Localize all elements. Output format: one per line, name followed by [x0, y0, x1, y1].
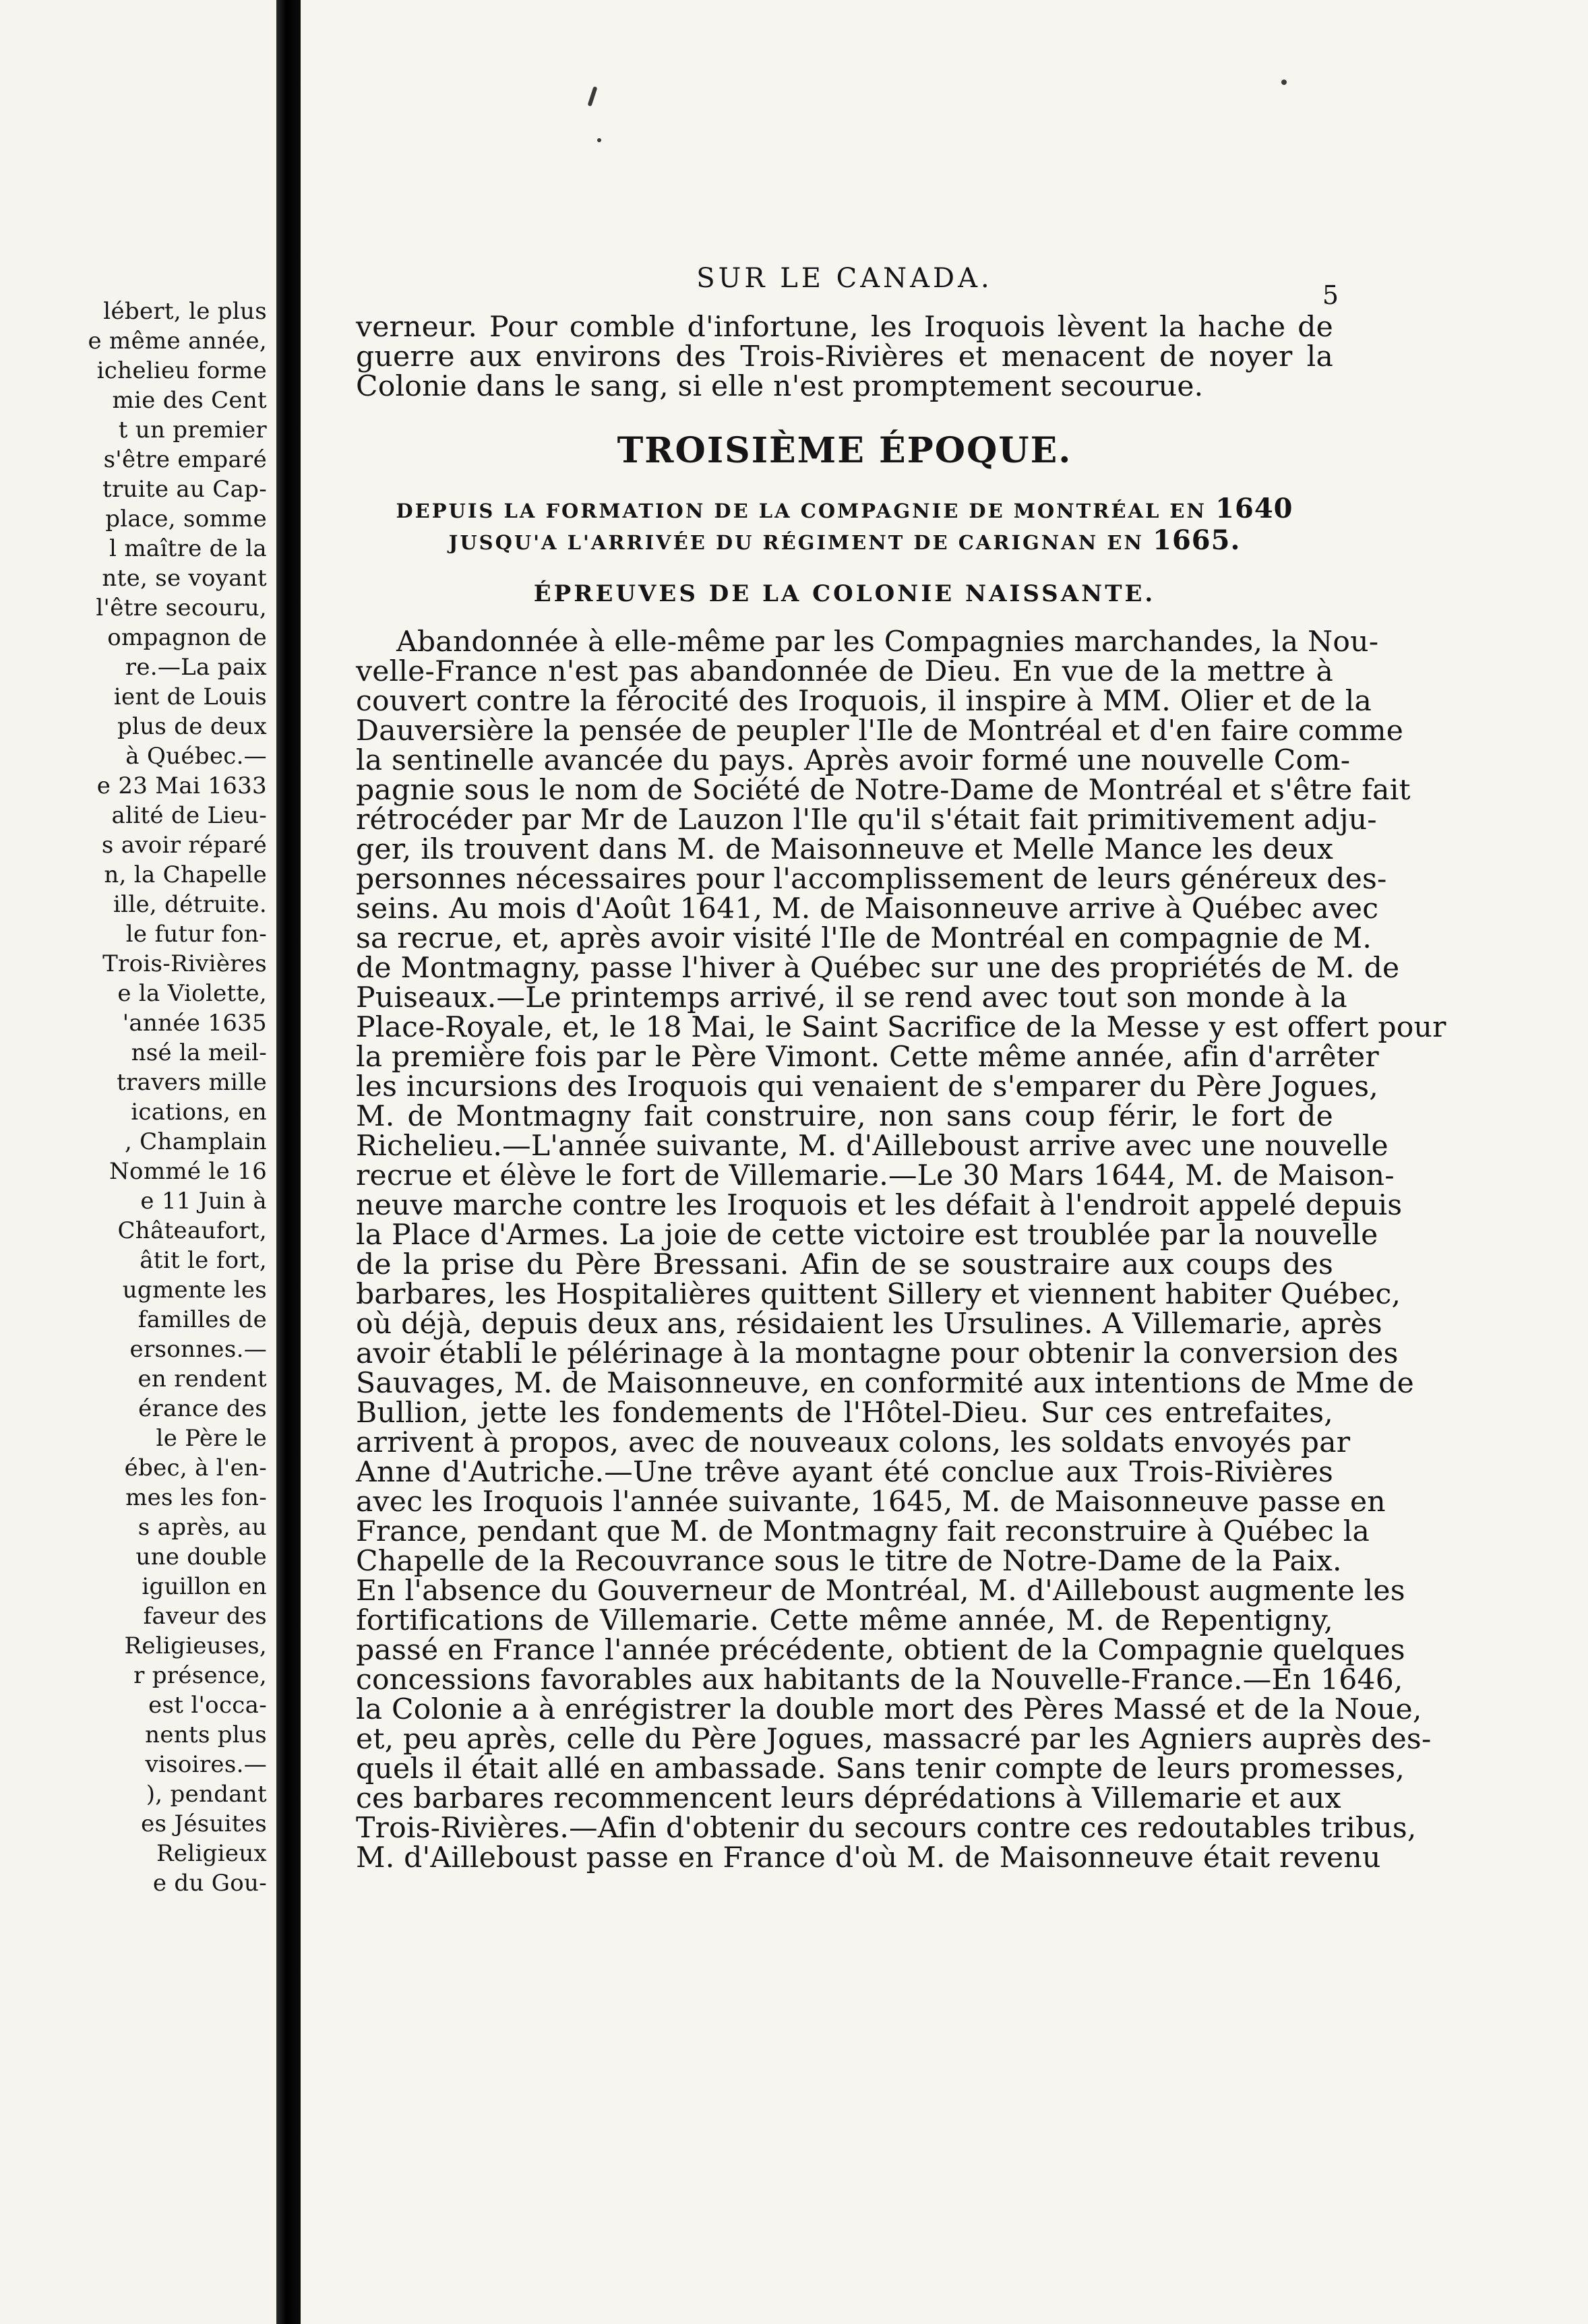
- left-page-line: e du Gou-: [152, 1870, 267, 1897]
- left-page-line: r présence,: [133, 1662, 267, 1689]
- section-title: TROISIÈME ÉPOQUE.: [617, 430, 1072, 471]
- left-page-line: place, somme: [105, 506, 267, 532]
- subtitle-line-2: [356, 526, 1333, 557]
- left-page-line: l maître de la: [109, 535, 267, 562]
- left-page-line: le futur fon-: [125, 921, 267, 948]
- book-gutter: [276, 0, 301, 2324]
- body-line: la première fois par le Père Vimont. Cette même année, afin d'arrêter: [356, 1041, 1379, 1074]
- running-header: [356, 263, 1339, 310]
- body-line: En l'absence du Gouverneur de Montréal, M. d'Ailleboust augmente les: [356, 1574, 1405, 1608]
- body-line: arrivent à propos, avec de nouveaux colons, les soldats envoyés par: [356, 1426, 1351, 1459]
- body-line: Sauvages, M. de Maisonneuve, en conformité aux intentions de Mme de: [356, 1367, 1414, 1400]
- left-page-line: alité de Lieu-: [111, 802, 267, 829]
- body-line: avec les Iroquois l'année suivante, 1645, M. de Maisonneuve passe en: [356, 1486, 1386, 1519]
- left-page-line: ébec, à l'en-: [124, 1455, 267, 1481]
- left-page-line: ille, détruite.: [113, 891, 267, 918]
- left-page-line: une double: [135, 1543, 267, 1570]
- left-page-line: e 23 Mai 1633: [96, 772, 267, 799]
- left-page-line: en rendent: [138, 1366, 267, 1393]
- left-page-line: érance des: [138, 1395, 267, 1422]
- left-page-line: travers mille: [117, 1069, 267, 1096]
- left-page-line: ), pendant: [146, 1781, 267, 1808]
- body-line: Richelieu.—L'année suivante, M. d'Ailleboust arrive avec une nouvelle: [356, 1130, 1388, 1163]
- intro-line: verneur. Pour comble d'infortune, les Iroquois lèvent la hache de: [356, 311, 1333, 344]
- left-page-line: s avoir réparé: [101, 832, 267, 859]
- body-line: la Colonie a à enrégistrer la double mort des Pères Massé et de la Noue,: [356, 1693, 1422, 1726]
- subtitle-line-1-text: DEPUIS LA FORMATION DE LA COMPAGNIE DE MONTRÉAL EN: [396, 499, 1207, 522]
- subtitle-line-1: [356, 494, 1333, 526]
- left-page-line: nents plus: [145, 1721, 267, 1748]
- body-line: personnes nécessaires pour l'accomplissement de leurs généreux des-: [356, 863, 1387, 896]
- left-page-line: e même année,: [88, 328, 267, 355]
- body-line: de la prise du Père Bressani. Afin de se soustraire aux coups des: [356, 1248, 1333, 1281]
- left-page-line: mes les fon-: [125, 1484, 267, 1511]
- body-line: concessions favorables aux habitants de la Nouvelle-France.—En 1646,: [356, 1663, 1403, 1696]
- body-line: recrue et élève le fort de Villemarie.—Le 30 Mars 1644, M. de Maison-: [356, 1159, 1395, 1192]
- left-page-line: faveur des: [143, 1603, 267, 1630]
- body-line: M. d'Ailleboust passe en France d'où M. de Maisonneuve était revenu: [356, 1841, 1381, 1874]
- left-page-line: n, la Chapelle: [104, 861, 267, 888]
- body-line: ces barbares recommencent leurs déprédations à Villemarie et aux: [356, 1782, 1341, 1815]
- subtitle-line-2-year: 1665.: [1153, 524, 1241, 556]
- body-line: France, pendant que M. de Montmagny fait reconstruire à Québec la: [356, 1515, 1370, 1548]
- left-page-line: ichelieu forme: [96, 357, 267, 384]
- body-line: sa recrue, et, après avoir visité l'Ile de Montréal en compagnie de M.: [356, 922, 1372, 955]
- running-title: SUR LE CANADA.: [696, 263, 993, 294]
- body-line: pagnie sous le nom de Société de Notre-Dame de Montréal et s'être fait: [356, 774, 1411, 807]
- intro-line: guerre aux environs des Trois-Rivières et menacent de noyer la: [356, 340, 1333, 373]
- left-page-line: Nommé le 16: [109, 1158, 267, 1185]
- left-page-line: Trois-Rivières: [102, 950, 267, 977]
- left-page-line: nsé la meil-: [131, 1039, 267, 1066]
- body-line: rétrocéder par Mr de Lauzon l'Ile qu'il s'était fait primitivement adju-: [356, 803, 1377, 836]
- left-page-line: t un premier: [118, 417, 267, 444]
- body-line: Dauversière la pensée de peupler l'Ile de Montréal et d'en faire comme: [356, 714, 1404, 747]
- left-page-line: truite au Cap-: [102, 476, 267, 503]
- scan-speck: [588, 86, 598, 106]
- body-line: passé en France l'année précédente, obtient de la Compagnie quelques: [356, 1634, 1405, 1667]
- left-page-line: ompagnon de: [107, 624, 267, 651]
- left-page-line: est l'occa-: [148, 1692, 267, 1719]
- left-page-line: 'année 1635: [122, 1010, 267, 1037]
- body-line: Puiseaux.—Le printemps arrivé, il se rend avec tout son monde à la: [356, 981, 1347, 1014]
- left-page-line: e 11 Juin à: [140, 1188, 267, 1215]
- body-line: Abandonnée à elle-même par les Compagnies marchandes, la Nou-: [396, 625, 1379, 659]
- left-page-line: mie des Cent: [112, 387, 267, 414]
- body-line: les incursions des Iroquois qui venaient de s'emparer du Père Jogues,: [356, 1070, 1378, 1103]
- left-page-line: l'être secouru,: [96, 594, 267, 621]
- body-line: barbares, les Hospitalières quittent Sillery et viennent habiter Québec,: [356, 1278, 1401, 1311]
- body-line: couvert contre la férocité des Iroquois, il inspire à MM. Olier et de la: [356, 685, 1372, 718]
- left-page-line: ications, en: [131, 1099, 267, 1126]
- left-page-line: iguillon en: [142, 1573, 267, 1600]
- left-page-line: re.—La paix: [125, 654, 267, 681]
- body-line: de Montmagny, passe l'hiver à Québec sur une des propriétés de M. de: [356, 952, 1400, 985]
- page-number: 5: [1322, 280, 1339, 310]
- body-line: M. de Montmagny fait construire, non sans coup férir, le fort de: [356, 1100, 1333, 1133]
- body-line: la Place d'Armes. La joie de cette victoire est troublée par la nouvelle: [356, 1219, 1378, 1252]
- section-subheading: ÉPREUVES DE LA COLONIE NAISSANTE.: [533, 580, 1156, 607]
- body-line: Bullion, jette les fondements de l'Hôtel-Dieu. Sur ces entrefaites,: [356, 1397, 1333, 1430]
- scan-speck: [597, 138, 601, 142]
- scan-speck: [1281, 80, 1287, 85]
- left-page-line: ient de Louis: [113, 683, 267, 710]
- left-page-line: plus de deux: [117, 713, 267, 740]
- left-page-line: visoires.—: [145, 1751, 267, 1778]
- body-line: neuve marche contre les Iroquois et les défait à l'endroit appelé depuis: [356, 1189, 1403, 1222]
- intro-paragraph: [356, 313, 1333, 402]
- body-line: la sentinelle avancée du pays. Après avoir formé une nouvelle Com-: [356, 744, 1351, 777]
- left-page-line: âtit le fort,: [140, 1247, 267, 1274]
- left-page-line: , Champlain: [124, 1128, 267, 1155]
- page-content: [356, 263, 1446, 1874]
- left-page-line: Religieux: [156, 1840, 267, 1867]
- left-page-line: e la Violette,: [117, 980, 267, 1007]
- left-page-line: ersonnes.—: [129, 1336, 267, 1363]
- subtitle-line-1-year: 1640: [1215, 493, 1293, 524]
- body-line: ger, ils trouvent dans M. de Maisonneuve et Melle Mance les deux: [356, 833, 1333, 866]
- left-page-line: es Jésuites: [141, 1810, 267, 1837]
- left-page-line: nte, se voyant: [102, 565, 267, 592]
- body-line: Place-Royale, et, le 18 Mai, le Saint Sacrifice de la Messe y est offert pour: [356, 1011, 1446, 1044]
- body-line: Chapelle de la Recouvrance sous le titre de Notre-Dame de la Paix.: [356, 1545, 1342, 1578]
- left-page-line: Châteaufort,: [117, 1217, 267, 1244]
- left-page-line: s après, au: [138, 1514, 267, 1541]
- section-subtitle: [356, 494, 1333, 557]
- body-line: seins. Au mois d'Août 1641, M. de Maisonneuve arrive à Québec avec: [356, 892, 1379, 925]
- left-facing-page: [0, 0, 276, 2324]
- main-paragraph: [356, 625, 1446, 1874]
- left-page-line: s'être emparé: [103, 446, 267, 473]
- left-page-line: à Québec.—: [125, 743, 267, 770]
- body-line: Anne d'Autriche.—Une trêve ayant été conclue aux Trois-Rivières: [356, 1456, 1333, 1489]
- left-page-line: ugmente les: [122, 1277, 267, 1304]
- body-line: fortifications de Villemarie. Cette même année, M. de Repentigny,: [356, 1604, 1333, 1637]
- left-page-line: lébert, le plus: [103, 298, 267, 325]
- body-line: où déjà, depuis deux ans, résidaient les Ursulines. A Villemarie, après: [356, 1308, 1382, 1341]
- left-page-text-column: [0, 297, 267, 1898]
- intro-line: Colonie dans le sang, si elle n'est promptement secourue.: [356, 370, 1204, 403]
- body-line: et, peu après, celle du Père Jogues, massacré par les Agniers auprès des-: [356, 1723, 1432, 1756]
- right-page: [301, 0, 1588, 2324]
- body-line: quels il était allé en ambassade. Sans tenir compte de leurs promesses,: [356, 1752, 1405, 1785]
- left-page-line: le Père le: [156, 1425, 267, 1452]
- left-page-line: familles de: [138, 1306, 267, 1333]
- left-page-line: Religieuses,: [124, 1632, 267, 1659]
- body-line: avoir établi le pélérinage à la montagne pour obtenir la conversion des: [356, 1337, 1399, 1370]
- body-line: velle-France n'est pas abandonnée de Dieu. En vue de la mettre à: [356, 655, 1333, 688]
- subtitle-line-2-text: JUSQU'A L'ARRIVÉE DU RÉGIMENT DE CARIGNAN EN: [448, 531, 1144, 554]
- body-line: Trois-Rivières.—Afin d'obtenir du secours contre ces redoutables tribus,: [356, 1812, 1417, 1845]
